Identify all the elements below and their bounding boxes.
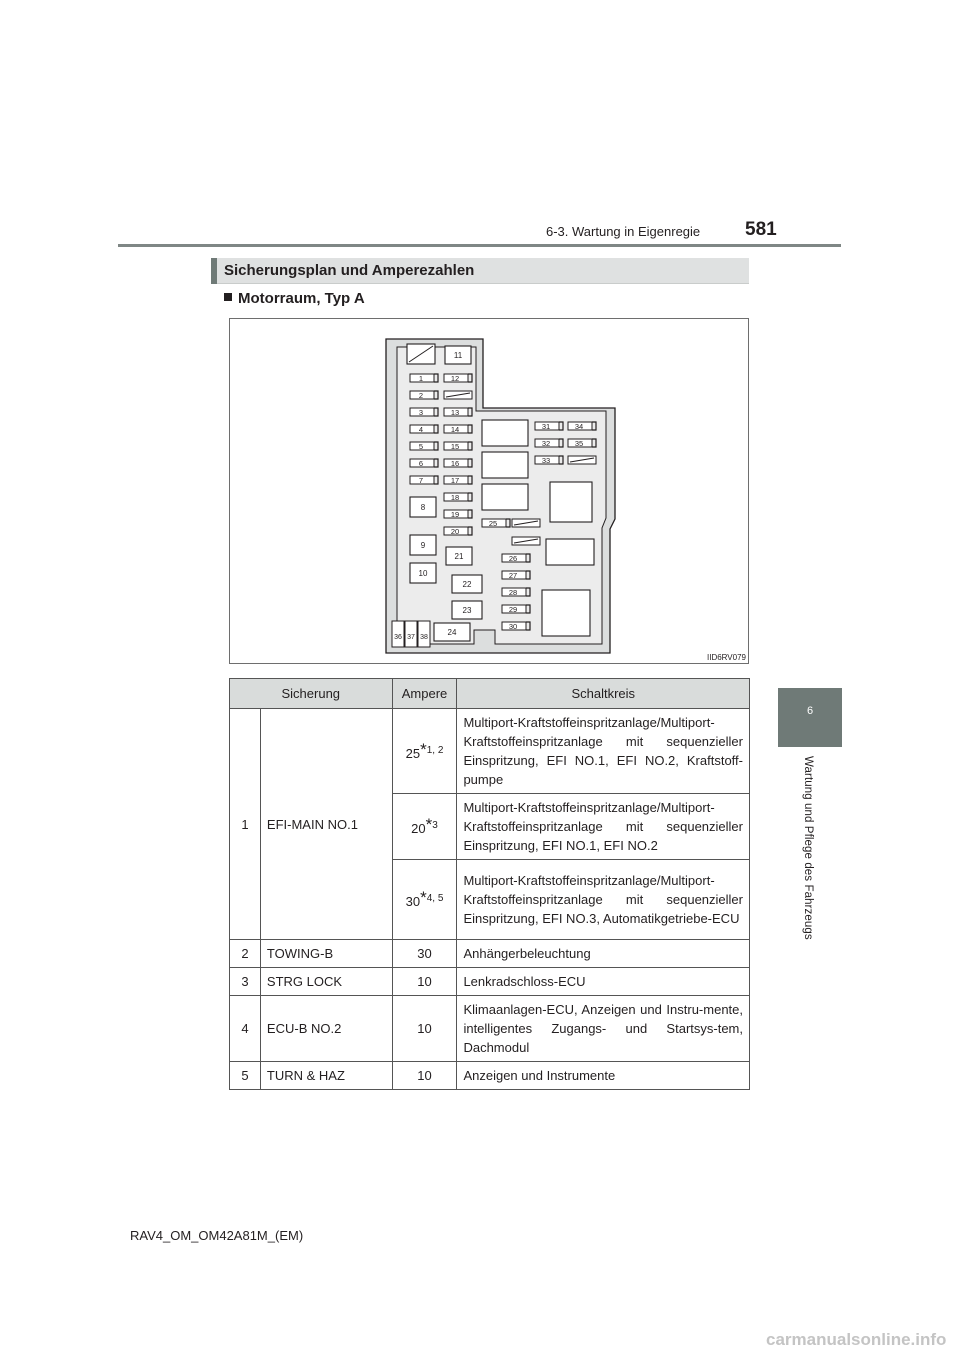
fuse-20-label: 20 bbox=[450, 527, 460, 536]
header-divider bbox=[118, 244, 841, 247]
footnote-star: * bbox=[425, 815, 433, 834]
fuse-30-label: 30 bbox=[508, 622, 518, 631]
fuse-ampere: 30 bbox=[392, 940, 457, 968]
figure-code: IID6RV079 bbox=[707, 653, 746, 662]
ampere-value: 30 bbox=[405, 894, 421, 909]
fuse-36-label: 36 bbox=[394, 634, 402, 641]
fuse-26-label: 26 bbox=[508, 554, 518, 563]
table-row bbox=[230, 709, 750, 794]
fuse-34-label: 34 bbox=[574, 422, 584, 431]
fuse-2-label: 2 bbox=[418, 391, 424, 400]
fuse-37-label: 37 bbox=[407, 634, 415, 641]
box-23-label: 23 bbox=[462, 606, 472, 615]
fuse-28-label: 28 bbox=[508, 588, 518, 597]
fuse-circuit: Anhängerbeleuchtung bbox=[457, 940, 750, 968]
fuse-name: TOWING-B bbox=[260, 940, 392, 968]
fuse-35-label: 35 bbox=[574, 439, 584, 448]
fuse-number: 5 bbox=[230, 1062, 261, 1090]
fuse-16-label: 16 bbox=[450, 459, 460, 468]
fuse-number: 3 bbox=[230, 968, 261, 996]
fuse-7-label: 7 bbox=[418, 476, 424, 485]
footnote-star: * bbox=[420, 739, 427, 759]
table-row bbox=[230, 1062, 750, 1090]
header-schaltkreis: Schaltkreis bbox=[457, 679, 750, 709]
footer-model-code: RAV4_OM_OM42A81M_(EM) bbox=[130, 1228, 304, 1243]
relay-10-label: 10 bbox=[418, 569, 428, 578]
fuse-name: ECU-B NO.2 bbox=[260, 996, 392, 1062]
header-ampere: Ampere bbox=[392, 679, 457, 709]
chapter-tab bbox=[778, 688, 842, 747]
box-21-label: 21 bbox=[454, 552, 464, 561]
fuse-19-label: 19 bbox=[450, 510, 460, 519]
footnote-ref: 1, 2 bbox=[426, 744, 444, 756]
fuse-33-label: 33 bbox=[541, 456, 551, 465]
fuse-18-label: 18 bbox=[450, 493, 460, 502]
fuse-number: 1 bbox=[230, 709, 261, 940]
table-row bbox=[230, 996, 750, 1062]
fuse-circuit: Multiport-Kraftstoffeinspritzanlage/Multiport-Kraftstoffeinspritzanlage mit sequenzieller Einspritzung, EFI NO.1, EFI NO.2 bbox=[457, 794, 750, 860]
fuse-box-11-label: 11 bbox=[453, 351, 463, 360]
fuse-circuit: Anzeigen und Instrumente bbox=[457, 1062, 750, 1090]
fuse-ampere: 10 bbox=[392, 968, 457, 996]
fuse-6-label: 6 bbox=[418, 459, 424, 468]
fuse-name: TURN & HAZ bbox=[260, 1062, 392, 1090]
fuse-31-label: 31 bbox=[541, 422, 551, 431]
fuse-1-label: 1 bbox=[418, 374, 424, 383]
fuse-name: EFI-MAIN NO.1 bbox=[260, 709, 392, 940]
fuse-27-label: 27 bbox=[508, 571, 518, 580]
fuse-box-diagram bbox=[229, 318, 749, 664]
fuse-circuit: Lenkradschloss-ECU bbox=[457, 968, 750, 996]
fuse-number: 4 bbox=[230, 996, 261, 1062]
relay-large-6 bbox=[542, 590, 590, 636]
relay-large-3 bbox=[482, 484, 528, 510]
fuse-29-label: 29 bbox=[508, 605, 518, 614]
fuse-ampere bbox=[392, 709, 457, 794]
fuse-ampere: 10 bbox=[392, 1062, 457, 1090]
page-number: 581 bbox=[745, 219, 777, 240]
relay-large-5 bbox=[546, 539, 594, 565]
fuse-14-label: 14 bbox=[450, 425, 460, 434]
table-row bbox=[230, 968, 750, 996]
table-header-row bbox=[230, 679, 750, 709]
fuse-ampere bbox=[392, 794, 457, 860]
fuse-13-label: 13 bbox=[450, 408, 460, 417]
table-row bbox=[230, 940, 750, 968]
relay-8-label: 8 bbox=[420, 503, 426, 512]
fuse-circuit: Multiport-Kraftstoffeinspritzanlage/Multiport-Kraftstoffeinspritzanlage mit sequenzieller Einspritzung, EFI NO.1, EFI NO.2, Kraftstoff-pumpe bbox=[457, 709, 750, 794]
relay-large-2 bbox=[482, 452, 528, 478]
fuse-15-label: 15 bbox=[450, 442, 460, 451]
footnote-ref: 3 bbox=[432, 820, 438, 831]
chapter-tab-label: Wartung und Pflege des Fahrzeugs bbox=[802, 756, 814, 940]
fuse-17-label: 17 bbox=[450, 476, 460, 485]
subheading-text: Motorraum, Typ A bbox=[238, 290, 365, 307]
watermark: carmanualsonline.info bbox=[766, 1330, 947, 1349]
fuse-number: 2 bbox=[230, 940, 261, 968]
fuse-32-label: 32 bbox=[541, 439, 551, 448]
fuse-name: STRG LOCK bbox=[260, 968, 392, 996]
fuse-ampere: 10 bbox=[392, 996, 457, 1062]
chapter-tab-number: 6 bbox=[806, 705, 814, 717]
section-title-accent bbox=[211, 258, 217, 284]
ampere-value: 20 bbox=[411, 821, 426, 836]
footnote-star: * bbox=[420, 888, 427, 907]
fuse-12-label: 12 bbox=[450, 374, 460, 383]
fuse-25-label: 25 bbox=[488, 519, 498, 528]
fuse-38-label: 38 bbox=[420, 634, 428, 641]
header-section-title: 6-3. Wartung in Eigenregie bbox=[546, 224, 701, 239]
fuse-table bbox=[229, 678, 750, 1090]
ampere-value: 25 bbox=[405, 745, 421, 761]
fuse-3-label: 3 bbox=[418, 408, 424, 417]
fuse-circuit: Multiport-Kraftstoffeinspritzanlage/Multiport-Kraftstoffeinspritzanlage mit sequenzieller Einspritzung, EFI NO.3, Automatikgetriebe-ECU bbox=[457, 860, 750, 940]
relay-9-label: 9 bbox=[420, 541, 426, 550]
relay-large-1 bbox=[482, 420, 528, 446]
relay-large-4 bbox=[550, 482, 592, 522]
box-22-label: 22 bbox=[462, 580, 472, 589]
fuse-ampere bbox=[392, 860, 457, 940]
fuse-4-label: 4 bbox=[418, 425, 424, 434]
bullet-square-icon bbox=[224, 293, 232, 301]
section-title: Sicherungsplan und Amperezahlen bbox=[224, 262, 475, 279]
box-24-label: 24 bbox=[447, 628, 457, 637]
footnote-ref: 4, 5 bbox=[426, 893, 444, 904]
header-sicherung: Sicherung bbox=[230, 679, 393, 709]
fuse-5-label: 5 bbox=[418, 442, 424, 451]
fuse-circuit: Klimaanlagen-ECU, Anzeigen und Instru-mente, intelligentes Zugangs- und Startsys-tem, Dachmodul bbox=[457, 996, 750, 1062]
subheading bbox=[224, 290, 365, 307]
fuse-box-drawing bbox=[230, 319, 750, 665]
